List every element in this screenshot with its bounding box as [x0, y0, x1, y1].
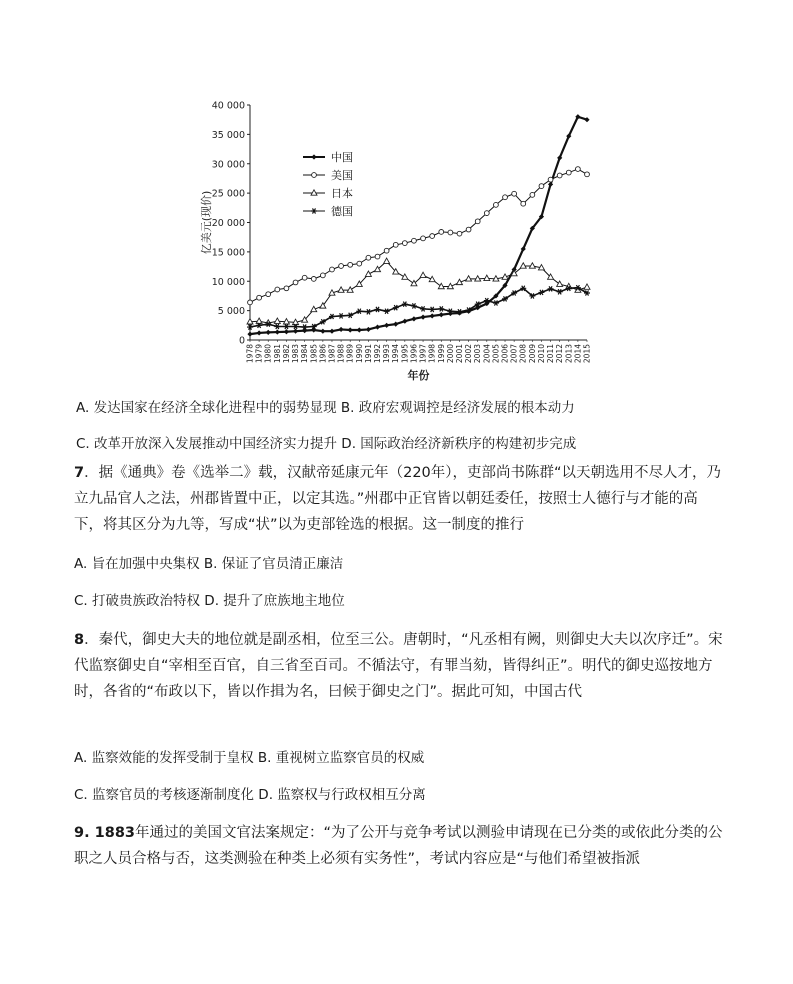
data-point-0 — [247, 332, 252, 337]
y-tick-label: 10 000 — [211, 276, 245, 288]
data-point-3 — [375, 307, 381, 312]
data-point-1 — [384, 248, 389, 253]
x-tick-label: 1988 — [336, 344, 346, 364]
data-point-3 — [393, 305, 399, 310]
data-point-0 — [329, 329, 334, 334]
data-point-2 — [420, 272, 426, 277]
x-tick-label: 1990 — [354, 344, 364, 364]
data-point-0 — [548, 182, 553, 187]
data-point-2 — [384, 258, 390, 263]
data-point-0 — [338, 327, 343, 332]
data-point-2 — [529, 263, 535, 268]
x-tick-label: 1978 — [245, 344, 255, 364]
question-9-number: 9. 1883 — [74, 825, 136, 841]
question-8 — [74, 627, 726, 705]
question-9 — [74, 820, 726, 872]
data-point-1 — [521, 201, 526, 206]
x-tick-label: 1997 — [418, 344, 428, 364]
data-point-1 — [448, 230, 453, 235]
question-7-number: 7 — [74, 465, 85, 481]
data-point-1 — [248, 300, 253, 305]
question-8-number: 8 — [74, 632, 85, 648]
x-tick-label: 2009 — [527, 344, 537, 364]
data-point-0 — [411, 316, 416, 321]
data-point-3 — [411, 303, 417, 308]
data-point-3 — [365, 309, 371, 314]
y-tick-label: 40 000 — [211, 100, 245, 112]
data-point-3 — [283, 324, 289, 329]
gdp-line-chart — [190, 95, 600, 385]
x-tick-label: 2000 — [445, 344, 455, 364]
data-point-1 — [466, 227, 471, 232]
x-tick-label: 1982 — [281, 344, 291, 364]
data-point-0 — [284, 329, 289, 334]
y-tick-label: 0 — [238, 335, 245, 347]
x-tick-label: 2010 — [536, 344, 546, 364]
data-point-3 — [420, 306, 426, 311]
data-point-3 — [402, 302, 408, 307]
q8-options-line1: A. 监察效能的发挥受制于皇权 B. 重视树立监察官员的权威 — [74, 750, 425, 766]
data-point-0 — [357, 327, 362, 332]
x-tick-label: 1980 — [263, 344, 273, 364]
data-point-1 — [503, 195, 508, 200]
x-tick-label: 2007 — [509, 344, 519, 364]
data-point-0 — [266, 330, 271, 335]
data-point-2 — [438, 283, 444, 288]
x-tick-label: 1999 — [436, 344, 446, 364]
data-point-1 — [530, 192, 535, 197]
x-tick-label: 2002 — [464, 344, 474, 364]
data-point-0 — [257, 330, 262, 335]
data-point-0 — [348, 327, 353, 332]
data-point-0 — [366, 327, 371, 332]
data-point-3 — [538, 290, 544, 295]
legend-label-3: 德国 — [331, 205, 353, 218]
data-point-3 — [384, 309, 390, 314]
question-7-text: ．据《通典》卷《选举二》载，汉献帝延康元年（220年），吏部尚书陈群“以天朝选用不尽人才，乃立九品官人之法，州郡皆置中正，以定其选。”州郡中正官皆以朝廷委任，按照士人德行与才能的高下，将其区分为九等，写成“状”以为吏部铨选的根据。这一制度的推行 — [74, 465, 722, 533]
question-9-text: 年通过的美国文官法案规定：“为了公开与竞争考试以测验申请现在已分类的或依此分类的公职之人员合格与否，这类测验在种类上必须有实务性”，考试内容应是“与他们希望被指派 — [74, 825, 723, 867]
y-tick-label: 20 000 — [211, 218, 245, 229]
data-point-0 — [430, 313, 435, 318]
x-tick-label: 1991 — [363, 344, 373, 364]
q8-options-line2: C. 监察官员的考核逐渐制度化 D. 监察权与行政权相互分离 — [74, 787, 426, 803]
q7-options-line1: A. 旨在加强中央集权 B. 保证了官员清正廉洁 — [74, 556, 344, 572]
data-point-1 — [557, 173, 562, 178]
data-point-1 — [320, 273, 325, 278]
data-point-0 — [420, 314, 425, 319]
data-point-3 — [438, 306, 444, 311]
data-point-2 — [557, 281, 563, 286]
x-tick-label: 1989 — [345, 344, 355, 364]
chart-svg — [190, 95, 600, 385]
data-point-1 — [457, 231, 462, 236]
series-line-0 — [250, 117, 587, 334]
data-point-1 — [585, 172, 590, 177]
data-point-0 — [311, 327, 316, 332]
legend-label-2: 日本 — [331, 187, 353, 200]
data-point-2 — [484, 275, 490, 280]
y-tick-label: 35 000 — [211, 129, 245, 141]
series-line-2 — [250, 261, 587, 323]
data-point-1 — [430, 234, 435, 239]
data-point-0 — [375, 324, 380, 329]
data-point-0 — [584, 117, 589, 122]
y-tick-label: 30 000 — [211, 159, 245, 171]
data-point-0 — [302, 328, 307, 333]
data-point-0 — [384, 323, 389, 328]
x-tick-label: 1987 — [327, 344, 337, 364]
x-tick-label: 1985 — [309, 344, 319, 364]
data-point-2 — [256, 318, 262, 323]
x-tick-label: 1995 — [400, 344, 410, 364]
data-point-1 — [275, 287, 280, 292]
x-tick-label: 1993 — [382, 344, 392, 364]
data-point-1 — [402, 241, 407, 246]
x-tick-label: 1984 — [300, 344, 310, 364]
legend-label-0: 中国 — [331, 151, 353, 164]
data-point-1 — [548, 177, 553, 182]
q6-options-line1: A. 发达国家在经济全球化进程中的弱势显现 B. 政府宏观调控是经济发展的根本动力 — [76, 400, 575, 416]
data-point-2 — [365, 271, 371, 276]
data-point-1 — [512, 191, 517, 196]
x-tick-label: 1994 — [391, 344, 401, 364]
data-point-3 — [557, 289, 563, 294]
x-tick-label: 1986 — [318, 344, 328, 364]
x-tick-label: 1996 — [409, 344, 419, 364]
question-8-text: ．秦代，御史大夫的地位就是副丞相，位至三公。唐朝时，“凡丞相有阙，则御史大夫以次序迁”。宋代监察御史自“宰相至百官，自三省至百司。不循法守，有罪当劾，皆得纠正”。明代的御史巡按地方时，各省的“布政以下，皆以作揖为名，曰候于御史之门”。据此可知，中国古代 — [74, 632, 723, 700]
y-axis-label: 亿美元(现价) — [200, 190, 213, 255]
data-point-2 — [584, 284, 590, 289]
data-point-1 — [475, 219, 480, 224]
q7-options-line2: C. 打破贵族政治特权 D. 提升了庶族地主地位 — [74, 593, 345, 609]
data-point-2 — [402, 274, 408, 279]
data-point-1 — [439, 230, 444, 235]
legend-marker-0 — [311, 154, 316, 159]
x-tick-label: 2001 — [454, 344, 464, 364]
data-point-0 — [402, 319, 407, 324]
x-tick-label: 2012 — [555, 344, 565, 364]
data-point-1 — [302, 275, 307, 280]
data-point-1 — [357, 261, 362, 266]
data-point-3 — [338, 313, 344, 318]
x-tick-label: 1983 — [291, 344, 301, 364]
data-point-2 — [274, 318, 280, 323]
x-tick-label: 2006 — [500, 344, 510, 364]
x-tick-label: 2008 — [518, 344, 528, 364]
x-tick-label: 1992 — [373, 344, 383, 364]
data-point-1 — [484, 211, 489, 216]
data-point-1 — [421, 236, 426, 241]
data-point-2 — [520, 263, 526, 268]
data-point-1 — [284, 286, 289, 291]
x-axis-label: 年份 — [407, 369, 430, 382]
data-point-0 — [393, 322, 398, 327]
y-tick-label: 15 000 — [211, 247, 245, 259]
data-point-1 — [494, 202, 499, 207]
data-point-1 — [311, 277, 316, 282]
data-point-1 — [266, 292, 271, 297]
data-point-1 — [348, 262, 353, 267]
x-tick-label: 1998 — [427, 344, 437, 364]
data-point-3 — [548, 286, 554, 291]
y-tick-label: 5 000 — [217, 306, 245, 318]
data-point-1 — [539, 184, 544, 189]
x-tick-label: 2013 — [564, 344, 574, 364]
legend-marker-1 — [312, 173, 317, 178]
x-tick-label: 2003 — [473, 344, 483, 364]
data-point-1 — [412, 238, 417, 243]
x-tick-label: 2005 — [491, 344, 501, 364]
q6-options-line2: C. 改革开放深入发展推动中国经济实力提升 D. 国际政治经济新秩序的构建初步完成 — [76, 436, 577, 452]
data-point-1 — [566, 170, 571, 175]
data-point-1 — [339, 264, 344, 269]
x-tick-label: 1979 — [254, 344, 264, 364]
data-point-3 — [429, 307, 435, 312]
data-point-1 — [575, 167, 580, 172]
data-point-1 — [366, 255, 371, 260]
data-point-1 — [257, 295, 262, 300]
data-point-0 — [275, 329, 280, 334]
legend-label-1: 美国 — [331, 169, 353, 182]
series-line-1 — [250, 169, 587, 302]
data-point-1 — [330, 267, 335, 272]
x-tick-label: 1981 — [272, 344, 282, 364]
data-point-1 — [293, 280, 298, 285]
x-tick-label: 2014 — [573, 344, 583, 364]
data-point-0 — [293, 329, 298, 334]
question-7 — [74, 460, 726, 538]
legend-marker-3 — [311, 208, 317, 213]
y-tick-label: 25 000 — [211, 188, 245, 200]
x-tick-label: 2015 — [582, 344, 592, 364]
x-tick-label: 2004 — [482, 344, 492, 364]
data-point-0 — [320, 329, 325, 334]
data-point-1 — [393, 242, 398, 247]
data-point-1 — [375, 254, 380, 259]
data-point-3 — [274, 324, 280, 329]
data-point-0 — [439, 312, 444, 317]
x-tick-label: 2011 — [546, 344, 556, 364]
